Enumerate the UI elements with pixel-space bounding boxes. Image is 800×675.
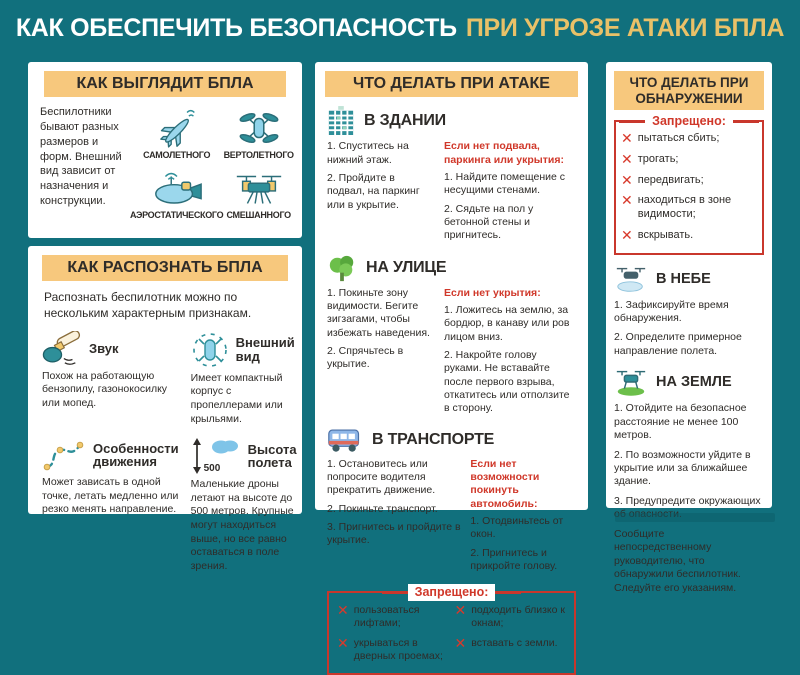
section-on-ground [614, 367, 764, 595]
step: 1. Отойдите на безопасное расстояние не менее 100 метров. [614, 402, 747, 442]
feature-text: Маленькие дроны летают на высоте до 500 метров. Крупные могут находиться выше, но все равно оставаться в поле зрения. [190, 478, 294, 572]
step: 2. По возможности уйдите в укрытие или за ближайшее здание. [614, 448, 751, 488]
card-how-to-recognize [28, 246, 302, 572]
forbidden-item-text: трогать; [637, 152, 679, 165]
feature-title: Звук [89, 340, 119, 356]
x-mark-icon: ✕ [621, 171, 633, 188]
uav-type-label: ВЕРТОЛЕТНОГО [223, 150, 294, 161]
drone-outline-icon [191, 331, 229, 369]
vertical-arrow-icon [191, 437, 203, 475]
forbidden-item [454, 634, 567, 651]
forbidden-item [621, 132, 757, 146]
section-heading: ЧТО ДЕЛАТЬ ПРИ АТАКЕ [325, 71, 578, 97]
uav-type-aerostatic [130, 165, 223, 220]
bus-icon [327, 426, 363, 454]
tree-icon [327, 253, 357, 283]
x-mark-icon: ✕ [621, 226, 633, 243]
drone-in-sky-icon [614, 264, 648, 294]
aerostatic-drone-icon [150, 169, 204, 209]
step: 1. Спуститесь на нижний этаж. [327, 140, 409, 166]
quadcopter-drone-icon [236, 107, 282, 149]
forbidden-item-text: передвигать; [637, 173, 704, 186]
airplane-drone-icon [154, 107, 200, 149]
card-what-to-do-during-attack [315, 62, 588, 662]
uav-type-label: СМЕШАННОГО [226, 210, 291, 221]
forbidden-label-text: Запрещено: [645, 113, 733, 129]
uav-type-label: АЭРОСТАТИЧЕСКОГО [130, 210, 224, 221]
forbidden-item [337, 634, 449, 663]
feature-title: Высота полета [247, 441, 297, 471]
forbidden-item [621, 194, 757, 222]
x-mark-icon: ✕ [337, 634, 349, 651]
feature-appearance [191, 331, 297, 427]
step: 1. Остановитесь или попросите водителя прекратить движение. [327, 457, 436, 497]
section-heading: КАК РАСПОЗНАТЬ БПЛА [42, 255, 288, 281]
altitude-icon [191, 437, 241, 475]
x-mark-icon: ✕ [621, 192, 633, 209]
steps [614, 402, 764, 522]
uav-looks-intro: Беспилотники бывают разных размеров и форм. Внешний вид зависит от назначения и конструкции. [40, 106, 122, 207]
card-what-to-do-upon-detection [606, 62, 772, 594]
x-mark-icon: ✕ [621, 130, 633, 147]
forbidden-item-text: пользоваться лифтами; [353, 604, 420, 630]
card-how-uav-looks [28, 62, 302, 238]
section-title: НА УЛИЦЕ [366, 258, 447, 276]
alt-condition-title: Если нет подвала, паркинга или укрытия: [444, 140, 564, 166]
section-on-street [315, 248, 588, 421]
section-title: В НЕБЕ [656, 270, 711, 287]
section-title: НА ЗЕМЛЕ [656, 374, 732, 391]
steps [614, 299, 764, 359]
forbidden-item [621, 150, 757, 167]
x-mark-icon: ✕ [621, 150, 633, 167]
step: 2. Пройдите в подвал, на паркинг или в укрытие. [327, 172, 420, 211]
alt-condition-title: Если нет укрытия: [444, 286, 541, 299]
building-icon [327, 106, 355, 136]
recognize-intro: Распознать беспилотник можно по нескольким характерным признакам. [44, 290, 252, 320]
chainsaw-sound-icon [42, 331, 82, 367]
forbidden-label-text: Запрещено: [408, 584, 496, 600]
forbidden-item-text: вставать с земли. [471, 636, 558, 649]
steps-alternative [444, 140, 576, 247]
forbidden-column-right [455, 604, 567, 669]
x-mark-icon: ✕ [454, 634, 467, 651]
hybrid-drone-icon [232, 169, 286, 209]
x-mark-icon: ✕ [337, 602, 349, 619]
alt-condition-title: Если нет возможности покинуть автомобиль: [470, 457, 540, 510]
step: 2. Накройте голову руками. Не вставайте после первого взрыва, откатитесь или отползите в сторону. [444, 349, 570, 415]
label-rule-left [619, 120, 645, 123]
steps-alternative [470, 458, 576, 579]
altitude-value: 500 [203, 463, 221, 475]
steps-primary [327, 287, 435, 421]
feature-text: Может зависать в одной точке, летать медленно или резко менять направление. [42, 476, 179, 516]
feature-text: Имеет компактный корпус с пропеллерами или крыльями. [190, 371, 283, 425]
steps-primary [327, 140, 435, 247]
forbidden-item [337, 604, 449, 630]
uav-type-quadcopter [223, 105, 294, 160]
forbidden-box-attack [327, 585, 576, 675]
report-note: Сообщите непосредственному руководителю, что обнаружили беспилотник. Следуйте его указаниям. [614, 527, 741, 594]
feature-text: Похож на работающую бензопилу, газонокосилку или мопед. [42, 369, 168, 409]
feature-sound [42, 331, 179, 427]
section-in-building [315, 101, 588, 247]
forbidden-item [621, 171, 757, 188]
forbidden-item-text: пытаться сбить; [637, 132, 720, 145]
section-title: В ЗДАНИИ [364, 112, 446, 130]
forbidden-item [621, 226, 757, 243]
watermark [615, 513, 775, 522]
poster-title-accent: ПРИ УГРОЗЕ АТАКИ БПЛА [465, 14, 785, 42]
step: 1. Найдите помещение с несущими стенами. [444, 171, 566, 197]
feature-altitude [191, 437, 297, 573]
flight-path-icon [42, 437, 86, 473]
x-mark-icon: ✕ [454, 602, 467, 619]
step: 3. Пригнитесь и пройдите в укрытие. [327, 520, 461, 547]
step: 2. Спрячьтесь в укрытие. [327, 345, 404, 371]
uav-type-grid [130, 105, 294, 220]
cloud-icon [211, 437, 239, 454]
section-title: В ТРАНСПОРТЕ [372, 430, 495, 448]
step: 2. Сядьте на пол у бетонной стены и пригнитесь. [444, 202, 534, 242]
forbidden-item-text: подходить близко к окнам; [471, 604, 565, 630]
forbidden-item-text: вскрывать. [637, 228, 694, 241]
steps-alternative [444, 287, 576, 421]
feature-title: Особенности движения [93, 440, 179, 470]
section-heading: ЧТО ДЕЛАТЬ ПРИ ОБНАРУЖЕНИИ [614, 71, 764, 110]
forbidden-box-detection [614, 114, 764, 255]
label-rule-left [382, 591, 408, 594]
section-heading: КАК ВЫГЛЯДИТ БПЛА [44, 71, 286, 97]
section-in-sky [614, 264, 764, 359]
step: 2. Покиньте транспорт. [327, 502, 438, 515]
step: 2. Определите примерное направление полета. [614, 331, 742, 357]
forbidden-item [455, 604, 567, 630]
step: 1. Отодвиньтесь от окон. [470, 514, 564, 541]
forbidden-column-left [337, 604, 449, 669]
step: 3. Предупредите окружающих об опасности. [614, 494, 761, 521]
feature-movement [42, 437, 179, 573]
poster-title [0, 0, 800, 57]
label-rule-right [733, 120, 759, 123]
poster-title-main: КАК ОБЕСПЕЧИТЬ БЕЗОПАСНОСТЬ [15, 14, 457, 42]
uav-type-label: САМОЛЕТНОГО [143, 150, 211, 161]
drone-on-ground-icon [614, 367, 648, 397]
forbidden-item-text: укрываться в дверных проемах; [353, 636, 443, 662]
step: 1. Ложитесь на землю, за бордюр, в канаву или ров лицом вниз. [444, 304, 570, 343]
section-in-transport [315, 421, 588, 579]
forbidden-label [329, 584, 574, 600]
label-rule-right [495, 591, 521, 594]
forbidden-item-text: находиться в зоне видимости; [637, 194, 732, 221]
step: 1. Зафиксируйте время обнаружения. [614, 298, 729, 324]
uav-type-airplane [130, 105, 223, 160]
step: 1. Покиньте зону видимости. Бегите зигзагами, чтобы избежать наведения. [327, 286, 430, 339]
steps-primary [327, 458, 461, 579]
uav-type-hybrid [223, 165, 294, 220]
step: 2. Пригнитесь и прикройте голову. [470, 546, 558, 572]
forbidden-label [616, 113, 762, 129]
feature-title: Внешний вид [235, 334, 295, 364]
